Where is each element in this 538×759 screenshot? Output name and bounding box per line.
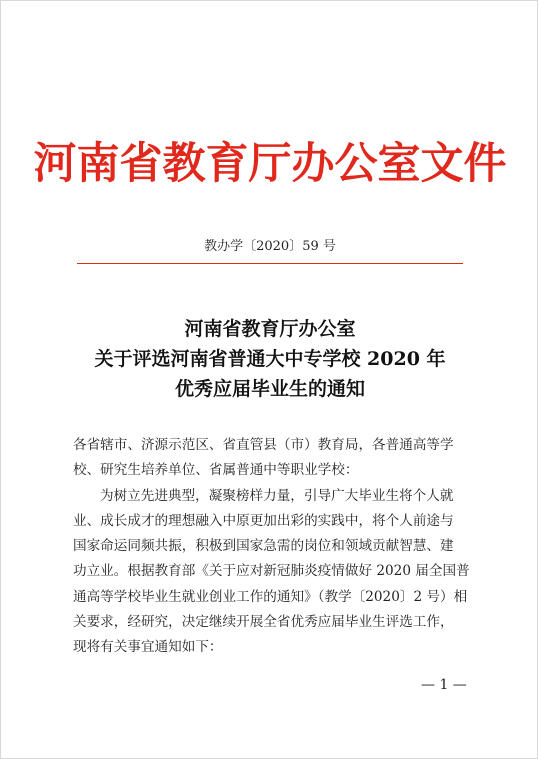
- body-text: [73, 433, 469, 661]
- title-line-1: 河南省教育厅办公室: [184, 318, 356, 340]
- page-number: — 1 —: [421, 677, 467, 693]
- body-line: 为树立先进典型，凝聚榜样力量，引导广大毕业生将个人就: [100, 487, 454, 504]
- body-line: 关要求，经研究，决定继续开展全省优秀应届毕业生评选工作，: [73, 614, 454, 631]
- header-title: 河南省教育厅办公室文件: [33, 139, 507, 189]
- body-line: 各省辖市、济源示范区、省直管县（市）教育局，各普通高等学: [73, 437, 454, 453]
- body-line: 通高等学校毕业生就业创业工作的通知》（教学〔2020〕2 号）相: [73, 588, 468, 605]
- body-line: 校、研究生培养单位、省属普通中等职业学校：: [73, 462, 359, 479]
- title-line-2: 关于评选河南省普通大中专学校 2020 年: [94, 348, 446, 370]
- body-line: 业、成长成才的理想融入中原更加出彩的实践中，将个人前途与: [73, 512, 454, 529]
- body-line: 国家命运同频共振，积极到国家急需的岗位和领域贡献智慧、建: [73, 538, 454, 555]
- body-line: 功立业。根据教育部《关于应对新冠肺炎疫情做好 2020 届全国普: [73, 563, 470, 580]
- title-line-3: 优秀应届毕业生的通知: [174, 378, 365, 400]
- red-divider-line: [77, 263, 463, 264]
- document-title: [1, 314, 538, 404]
- body-line: 现将有关事宜通知如下：: [73, 639, 223, 656]
- document-number: 教办学〔2020〕59 号: [204, 239, 336, 254]
